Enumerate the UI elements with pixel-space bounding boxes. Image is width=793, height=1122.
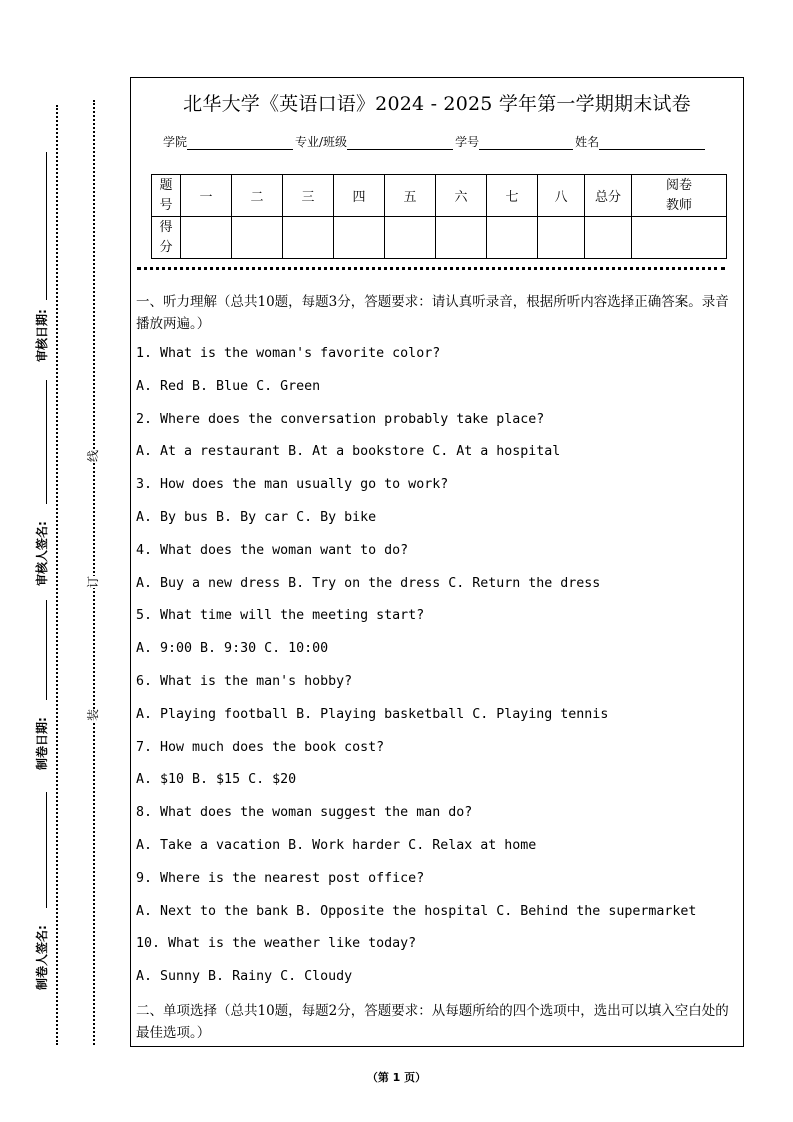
answer-options: A. Next to the bank B. Opposite the hospital C. Behind the supermarket: [136, 903, 697, 919]
dotted-separator: [137, 267, 725, 270]
answer-options: A. Buy a new dress B. Try on the dress C. Return the dress: [136, 575, 601, 591]
question-text: 3. How does the man usually go to work?: [136, 477, 449, 493]
reviewer-sign-label: 审核人签名:: [35, 521, 49, 586]
score-table: [151, 174, 727, 259]
answer-options: A. Take a vacation B. Work harder C. Relax at home: [136, 838, 537, 853]
answer-options: A. Red B. Blue C. Green: [136, 378, 321, 394]
page-footer: （第 1 页）: [366, 1071, 427, 1084]
question-text: 8. What does the woman suggest the man do?: [136, 805, 473, 821]
college-label: 学院: [163, 135, 188, 149]
college-field[interactable]: [187, 136, 293, 150]
score-col-7: 七: [487, 175, 538, 217]
name-label: 姓名: [575, 135, 600, 149]
dotted-binding-line-left: [56, 105, 58, 1045]
answer-options: A. 9:00 B. 9:30 C. 10:00: [136, 641, 329, 657]
question-number-header: 题 号: [152, 175, 181, 217]
bind-char-pack: 装: [86, 708, 101, 722]
major-class-field[interactable]: [347, 136, 453, 150]
score-row-label: 得 分: [152, 217, 181, 259]
score-col-4: 四: [334, 175, 385, 217]
major-class-label: 专业/班级: [295, 135, 348, 149]
review-date-line: [46, 152, 47, 300]
answer-options: A. By bus B. By car C. By bike: [136, 510, 377, 525]
maker-sign-label: 制卷人签名:: [35, 925, 49, 990]
grader-signature-cell[interactable]: [632, 217, 727, 259]
answer-options: A. Playing football B. Playing basketball C. Playing tennis: [136, 706, 609, 722]
name-field[interactable]: [599, 136, 705, 150]
question-text: 6. What is the man's hobby?: [136, 674, 353, 689]
score-col-6: 六: [436, 175, 487, 217]
exam-frame: [130, 77, 744, 1047]
question-text: 10. What is the weather like today?: [136, 936, 417, 952]
student-id-field[interactable]: [479, 136, 573, 150]
maker-sign-line: [46, 792, 47, 908]
score-col-1: 一: [181, 175, 232, 217]
bind-char-order: 订: [86, 575, 101, 589]
score-cell[interactable]: [385, 217, 436, 259]
section1-heading: 一、听力理解（总共10题，每题3分，答题要求：请认真听录音，根据所听内容选择正确答案。录音播放两遍。）: [136, 294, 729, 332]
score-table-score-row: [152, 217, 727, 259]
student-info-row: [163, 133, 707, 150]
question-text: 2. Where does the conversation probably take place?: [136, 411, 545, 427]
review-date-label: 审核日期:: [35, 309, 49, 362]
score-cell-total[interactable]: [585, 217, 632, 259]
bind-char-line: 线: [86, 449, 101, 463]
reviewer-sign-line: [46, 380, 47, 504]
score-cell[interactable]: [283, 217, 334, 259]
score-col-5: 五: [385, 175, 436, 217]
score-cell[interactable]: [436, 217, 487, 259]
score-table-header-row: [152, 175, 727, 217]
score-col-total: 总分: [585, 175, 632, 217]
answer-options: A. $10 B. $15 C. $20: [136, 772, 297, 788]
score-col-8: 八: [538, 175, 585, 217]
score-cell[interactable]: [538, 217, 585, 259]
section2-heading: 二、单项选择（总共10题，每题2分，答题要求：从每题所给的四个选项中，选出可以填入空白处的最佳选项。）: [136, 1003, 729, 1041]
score-cell[interactable]: [232, 217, 283, 259]
answer-options: A. Sunny B. Rainy C. Cloudy: [136, 969, 353, 985]
score-cell[interactable]: [487, 217, 538, 259]
score-col-2: 二: [232, 175, 283, 217]
student-id-label: 学号: [455, 135, 480, 149]
question-text: 1. What is the woman's favorite color?: [136, 346, 441, 361]
question-text: 7. How much does the book cost?: [136, 739, 385, 755]
score-cell[interactable]: [334, 217, 385, 259]
make-date-line: [46, 600, 47, 700]
dotted-binding-line-right: [93, 100, 95, 1045]
answer-options: A. At a restaurant B. At a bookstore C. At a hospital: [136, 444, 561, 460]
make-date-label: 制卷日期:: [35, 717, 49, 770]
score-col-3: 三: [283, 175, 334, 217]
question-text: 9. Where is the nearest post office?: [136, 870, 425, 886]
question-text: 4. What does the woman want to do?: [136, 542, 409, 558]
question-text: 5. What time will the meeting start?: [136, 608, 425, 624]
exam-title: 北华大学《英语口语》2024 - 2025 学年第一学期期末试卷: [183, 93, 691, 115]
grader-header: 阅卷 教师: [632, 175, 727, 217]
score-cell[interactable]: [181, 217, 232, 259]
